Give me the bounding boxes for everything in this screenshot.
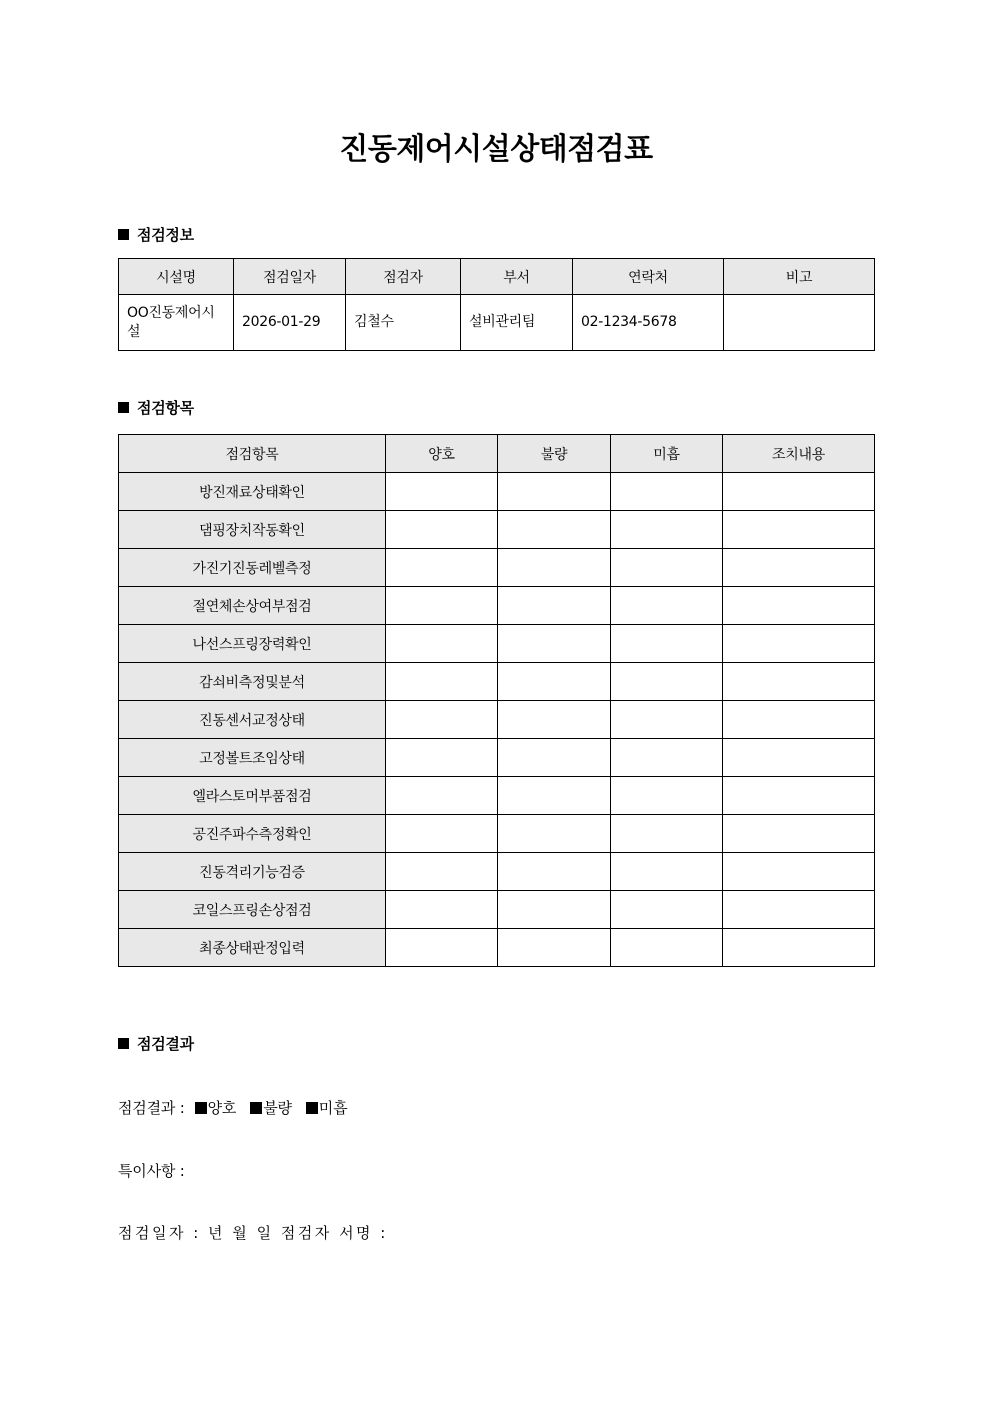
cell-good[interactable] — [386, 549, 498, 587]
table-row — [119, 473, 875, 511]
cell-poor[interactable] — [611, 853, 723, 891]
section-heading-items — [118, 397, 194, 418]
cell-good[interactable] — [386, 663, 498, 701]
cell-good[interactable] — [386, 929, 498, 967]
cell-bad[interactable] — [498, 663, 611, 701]
cell-action[interactable] — [723, 473, 875, 511]
table-row — [119, 777, 875, 815]
cell-bad[interactable] — [498, 625, 611, 663]
cell-poor[interactable] — [611, 739, 723, 777]
table-row — [119, 929, 875, 967]
col-header-good: 양호 — [386, 435, 498, 473]
table-row — [119, 663, 875, 701]
result-selection-line — [118, 1097, 347, 1118]
cell-bad[interactable] — [498, 549, 611, 587]
table-row — [119, 587, 875, 625]
cell-bad[interactable] — [498, 511, 611, 549]
special-remarks-line — [118, 1160, 185, 1181]
result-choice-good[interactable] — [195, 1097, 237, 1118]
cell-action[interactable] — [723, 739, 875, 777]
cell-action[interactable] — [723, 891, 875, 929]
cell-bad[interactable] — [498, 891, 611, 929]
cell-good[interactable] — [386, 739, 498, 777]
signature-label: 점검일자 : 년 월 일 점검자 서명 : — [118, 1224, 388, 1242]
cell-bad[interactable] — [498, 701, 611, 739]
cell-facility-name[interactable]: OO진동제어시설 — [119, 295, 234, 351]
cell-action[interactable] — [723, 929, 875, 967]
cell-item-name: 고정볼트조임상태 — [119, 739, 386, 777]
inspection-info-table — [118, 258, 875, 351]
cell-item-name: 공진주파수측정확인 — [119, 815, 386, 853]
cell-item-name: 절연체손상여부점검 — [119, 587, 386, 625]
result-choice-poor[interactable] — [306, 1097, 348, 1118]
cell-remarks[interactable] — [724, 295, 875, 351]
cell-good[interactable] — [386, 473, 498, 511]
section-heading-result — [118, 1033, 194, 1054]
table-row — [119, 853, 875, 891]
result-choice-good-label: 양호 — [207, 1099, 237, 1117]
cell-item-name: 나선스프링장력확인 — [119, 625, 386, 663]
cell-item-name: 최종상태판정입력 — [119, 929, 386, 967]
cell-action[interactable] — [723, 511, 875, 549]
section-heading-result-label: 점검결과 — [137, 1035, 194, 1053]
cell-poor[interactable] — [611, 929, 723, 967]
table-row — [119, 739, 875, 777]
section-heading-info-label: 점검정보 — [137, 226, 194, 244]
cell-action[interactable] — [723, 587, 875, 625]
cell-good[interactable] — [386, 701, 498, 739]
result-choice-bad[interactable] — [250, 1097, 292, 1118]
table-row — [119, 701, 875, 739]
checkbox-icon[interactable] — [306, 1102, 318, 1114]
col-header-item: 점검항목 — [119, 435, 386, 473]
section-heading-items-label: 점검항목 — [137, 399, 194, 417]
cell-item-name: 방진재료상태확인 — [119, 473, 386, 511]
black-square-icon — [118, 1038, 129, 1049]
result-choice-bad-label: 불량 — [263, 1099, 292, 1117]
section-heading-info — [118, 224, 194, 245]
table-row — [119, 815, 875, 853]
cell-poor[interactable] — [611, 625, 723, 663]
cell-item-name: 댐핑장치작동확인 — [119, 511, 386, 549]
inspection-items-table — [118, 434, 875, 967]
special-remarks-label: 특이사항 : — [118, 1162, 185, 1180]
cell-item-name: 엘라스토머부품점검 — [119, 777, 386, 815]
col-header-facility-name: 시설명 — [119, 259, 234, 295]
cell-item-name: 감쇠비측정및분석 — [119, 663, 386, 701]
cell-good[interactable] — [386, 511, 498, 549]
cell-poor[interactable] — [611, 511, 723, 549]
col-header-poor: 미흡 — [611, 435, 723, 473]
cell-action[interactable] — [723, 701, 875, 739]
result-label: 점검결과 : — [118, 1099, 185, 1117]
col-header-remarks: 비고 — [724, 259, 875, 295]
cell-bad[interactable] — [498, 739, 611, 777]
cell-good[interactable] — [386, 891, 498, 929]
col-header-action: 조치내용 — [723, 435, 875, 473]
cell-poor[interactable] — [611, 777, 723, 815]
signature-line — [118, 1222, 388, 1243]
cell-bad[interactable] — [498, 853, 611, 891]
cell-department[interactable]: 설비관리팀 — [461, 295, 573, 351]
cell-action[interactable] — [723, 625, 875, 663]
cell-good[interactable] — [386, 853, 498, 891]
checkbox-icon[interactable] — [250, 1102, 262, 1114]
cell-poor[interactable] — [611, 587, 723, 625]
cell-bad[interactable] — [498, 587, 611, 625]
cell-inspection-date[interactable]: 2026-01-29 — [234, 295, 346, 351]
cell-poor[interactable] — [611, 473, 723, 511]
cell-good[interactable] — [386, 777, 498, 815]
table-header-row — [119, 435, 875, 473]
cell-poor[interactable] — [611, 549, 723, 587]
cell-bad[interactable] — [498, 473, 611, 511]
cell-action[interactable] — [723, 815, 875, 853]
cell-item-name: 가진기진동레벨측정 — [119, 549, 386, 587]
cell-inspector[interactable]: 김철수 — [346, 295, 461, 351]
cell-item-name: 진동센서교정상태 — [119, 701, 386, 739]
result-choice-poor-label: 미흡 — [318, 1099, 348, 1117]
cell-good[interactable] — [386, 625, 498, 663]
col-header-inspector: 점검자 — [346, 259, 461, 295]
cell-bad[interactable] — [498, 929, 611, 967]
cell-poor[interactable] — [611, 701, 723, 739]
cell-action[interactable] — [723, 549, 875, 587]
checkbox-icon[interactable] — [195, 1102, 207, 1114]
table-row — [119, 549, 875, 587]
table-header-row — [119, 259, 875, 295]
cell-item-name: 코일스프링손상점검 — [119, 891, 386, 929]
col-header-inspection-date: 점검일자 — [234, 259, 346, 295]
col-header-contact: 연락처 — [573, 259, 724, 295]
cell-contact[interactable]: 02-1234-5678 — [573, 295, 724, 351]
table-row — [119, 891, 875, 929]
cell-good[interactable] — [386, 815, 498, 853]
black-square-icon — [118, 229, 129, 240]
cell-action[interactable] — [723, 853, 875, 891]
cell-poor[interactable] — [611, 815, 723, 853]
black-square-icon — [118, 402, 129, 413]
cell-item-name: 진동격리기능검증 — [119, 853, 386, 891]
col-header-department: 부서 — [461, 259, 573, 295]
col-header-bad: 불량 — [498, 435, 611, 473]
cell-poor[interactable] — [611, 891, 723, 929]
table-row — [119, 295, 875, 351]
result-choice-group — [195, 1097, 348, 1118]
table-row — [119, 625, 875, 663]
cell-bad[interactable] — [498, 815, 611, 853]
cell-good[interactable] — [386, 587, 498, 625]
cell-bad[interactable] — [498, 777, 611, 815]
cell-action[interactable] — [723, 777, 875, 815]
table-row — [119, 511, 875, 549]
page-title: 진동제어시설상태점검표 — [339, 132, 653, 167]
cell-poor[interactable] — [611, 663, 723, 701]
cell-action[interactable] — [723, 663, 875, 701]
